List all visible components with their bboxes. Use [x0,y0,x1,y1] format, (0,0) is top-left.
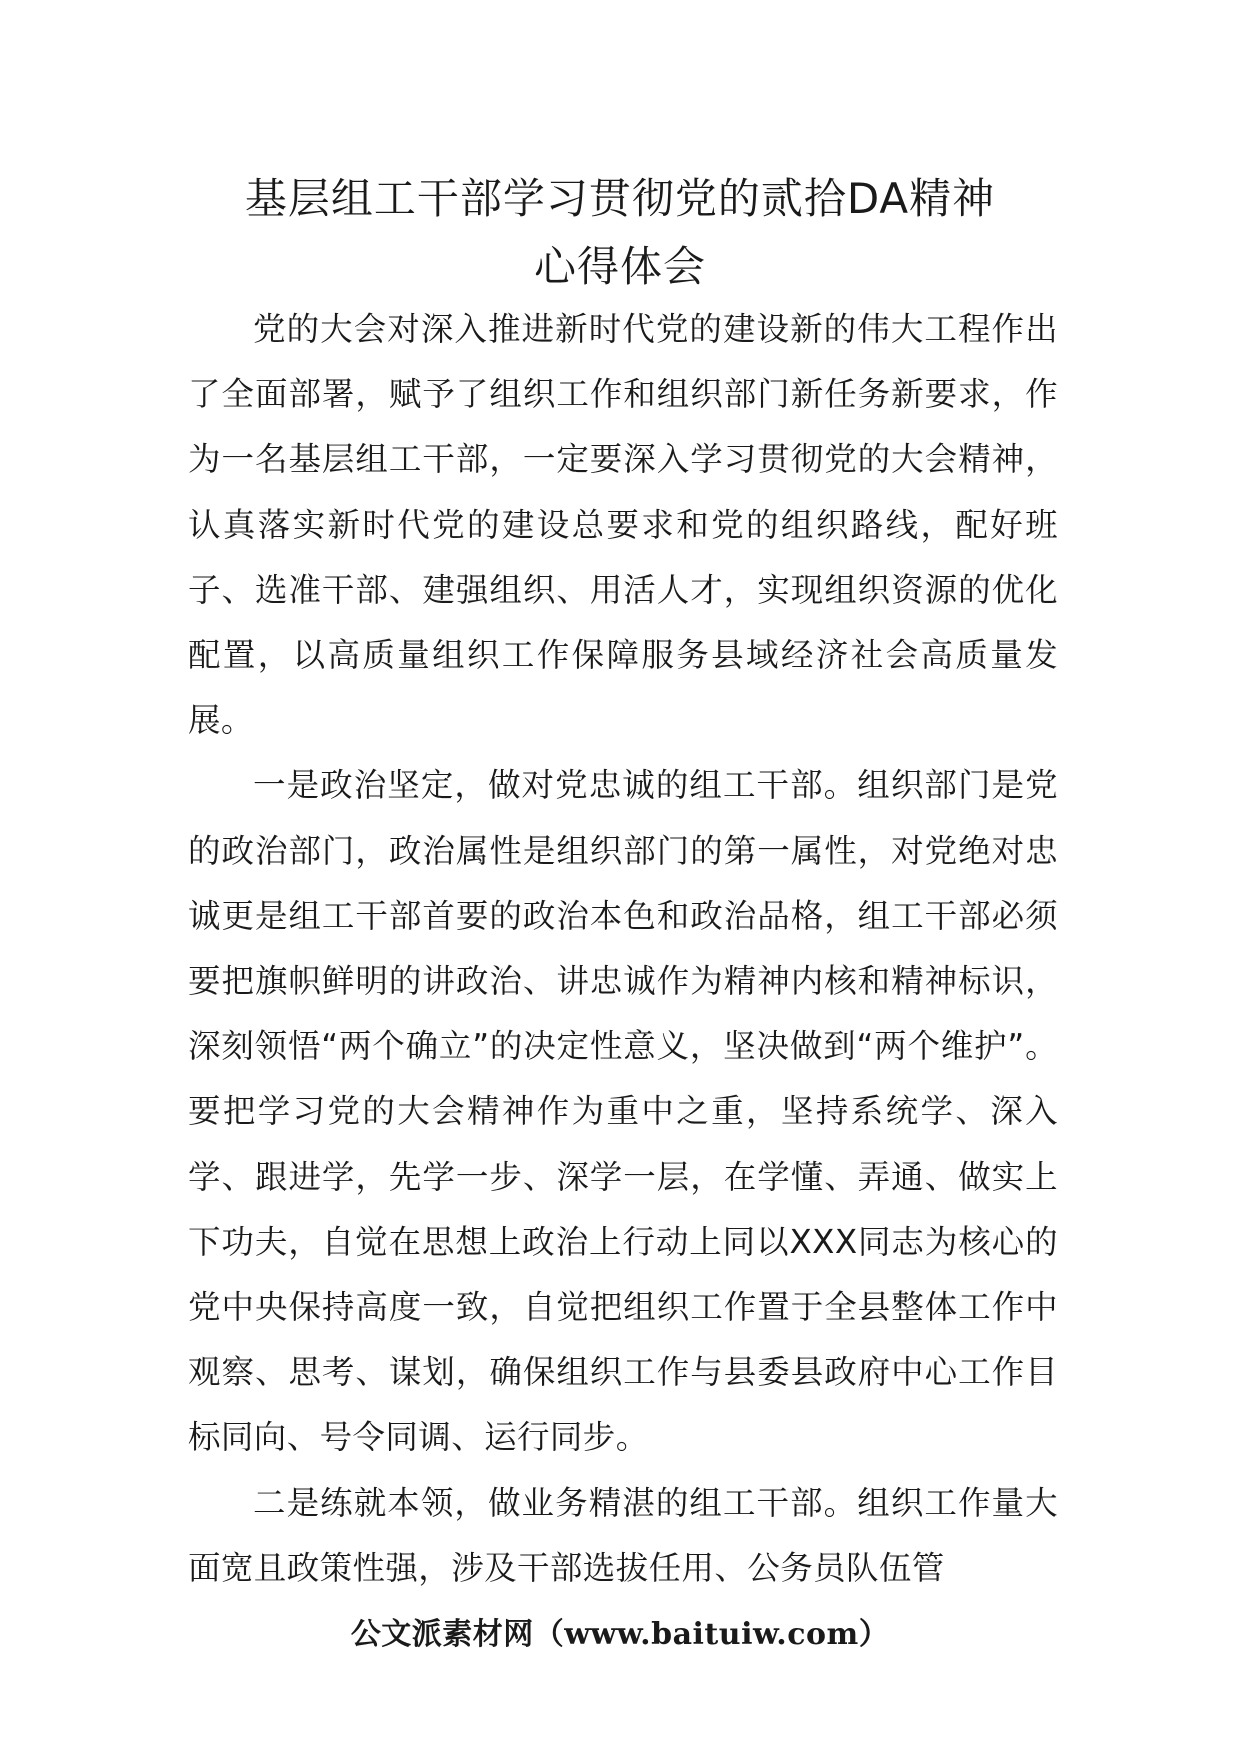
paragraph-political-firmness: 一是政治坚定，做对党忠诚的组工干部。组织部门是党的政治部门，政治属性是组织部门的第一属性，对党绝对忠诚更是组工干部首要的政治本色和政治品格，组工干部必须要把旗帜鲜明的讲政治、讲忠诚作为精神内核和精神标识，深刻领悟“两个确立”的决定性意义，坚决做到“两个维护”。要把学习党的大会精神作为重中之重，坚持系统学、深入学、跟进学，先学一步、深学一层，在学懂、弄通、做实上下功夫，自觉在思想上政治上行动上同以XXX同志为核心的党中央保持高度一致，自觉把组织工作置于全县整体工作中观察、思考、谋划，确保组织工作与县委县政府中心工作目标同向、号令同调、运行同步。 [188,766,1058,1457]
document-title-line-1: 基层组工干部学习贯彻党的贰拾DA精神 [244,174,996,223]
document-body [188,297,1058,1601]
document-title-line-2: 心得体会 [533,242,706,291]
paragraph-skills: 二是练就本领，做业务精湛的组工干部。组织工作量大面宽且政策性强，涉及干部选拔任用、公务员队伍管 [188,1483,1058,1587]
footer-source: 公文派素材网（www.baituiw.com） [350,1617,890,1652]
paragraph-intro: 党的大会对深入推进新时代党的建设新的伟大工程作出了全面部署，赋予了组织工作和组织部门新任务新要求，作为一名基层组工干部，一定要深入学习贯彻党的大会精神，认真落实新时代党的建设总要求和党的组织路线，配好班子、选准干部、建强组织、用活人才，实现组织资源的优化配置，以高质量组织工作保障服务县域经济社会高质量发展。 [188,310,1058,740]
